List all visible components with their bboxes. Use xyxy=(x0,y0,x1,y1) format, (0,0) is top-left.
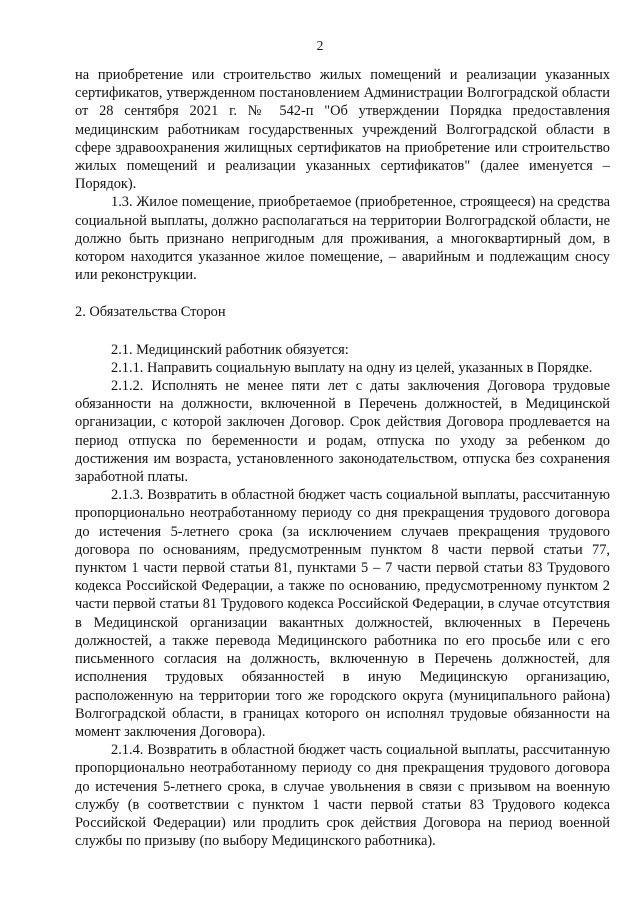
paragraph-continuation: на приобретение или строительство жилых помещений и реализации указанных сертификатов, утвержденном постановлением Администрации Волгоградской области от 28 сентября 2021 г. № 542-п "Об утверждении Порядка предоставления медицинским работникам государственных учреждений Волгоградской области в сфере здравоохранения жилищных сертификатов на приобретение или строительство жилых помещений и реализации указанных сертификатов" (далее именуется – Порядок). xyxy=(75,67,610,193)
paragraph-1-3: 1.3. Жилое помещение, приобретаемое (приобретенное, строящееся) на средства социальной выплаты, должно располагаться на территории Волгоградской области, не должно быть признано непригодным для проживания, а многоквартирный дом, в котором находится указанное жилое помещение, – аварийным и подлежащим сносу или реконструкции. xyxy=(75,194,610,284)
page-number: 2 xyxy=(316,38,324,53)
paragraph-2-1-4: 2.1.4. Возвратить в областной бюджет часть социальной выплаты, рассчитанную пропорционально неотработанному периоду со дня прекращения трудового договора до истечения 5-летнего срока, в случае увольнения в связи с призывом на военную службу (в соответствии с пунктом 1 части первой статьи 83 Трудового кодекса Российской Федерации) или продлить срок действия Договора на период военной службы по призыву (по выбору Медицинского работника). xyxy=(75,742,610,850)
document-body xyxy=(75,66,610,850)
paragraph-2-1-3: 2.1.3. Возвратить в областной бюджет часть социальной выплаты, рассчитанную пропорционально неотработанному периоду со дня прекращения трудового договора до истечения 5-летнего срока (за исключением случаев прекращения трудового договора по основаниям, предусмотренным пунктом 8 части первой статьи 77, пунктом 1 части первой статьи 81, пунктами 5 – 7 части первой статьи 83 Трудового кодекса Российской Федерации, а также по основанию, предусмотренному пунктом 2 части первой статьи 81 Трудового кодекса Российской Федерации, в случае отсутствия в Медицинской организации вакантных должностей, включенных в Перечень должностей, а также перевода Медицинского работника по его просьбе или с его письменного согласия на должность, включенную в Перечень должностей, для исполнения трудовых обязанностей в иную Медицинскую организацию, расположенную на территории того же городского округа (муниципального района) Волгоградской области, в границах которого он исполнял трудовые обязанности на момент заключения Договора). xyxy=(75,487,610,740)
paragraph-2-1-2: 2.1.2. Исполнять не менее пяти лет с даты заключения Договора трудовые обязанности на должности, включенной в Перечень должностей, в Медицинской организации, с которой заключен Договор. Срок действия Договора продлевается на период отпуска по беременности и родам, отпуска по уходу за ребенком до достижения им возраста, установленного законодательством, отпуска без сохранения заработной платы. xyxy=(75,378,610,486)
paragraph-2-1-1: 2.1.1. Направить социальную выплату на одну из целей, указанных в Порядке. xyxy=(111,359,593,376)
section-heading: 2. Обязательства Сторон xyxy=(75,304,226,321)
paragraph-2-1: 2.1. Медицинский работник обязуется: xyxy=(111,341,349,358)
